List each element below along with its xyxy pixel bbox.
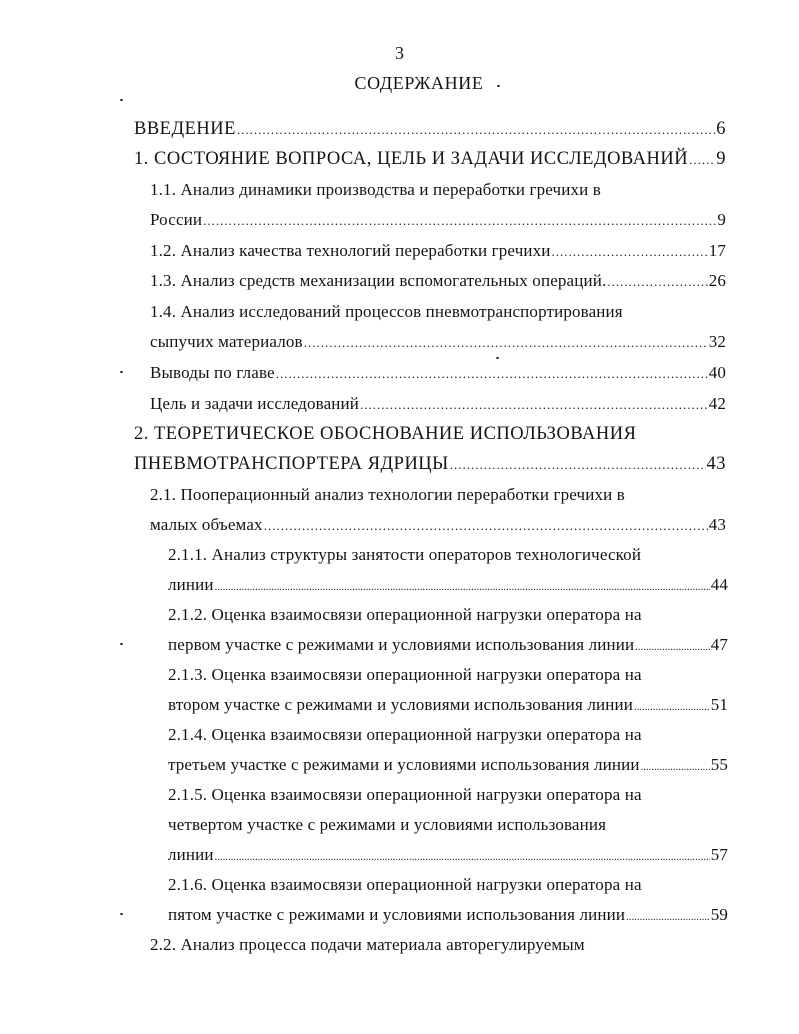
toc-page-number: 43 — [706, 454, 726, 474]
toc-page-number: 6 — [716, 119, 726, 139]
toc-entry-2-1-5-cont — [168, 813, 728, 837]
toc-page-number: 26 — [708, 271, 726, 290]
toc-entry-text: 2.2. Анализ процесса подачи материала авторегулируемым — [150, 935, 585, 954]
scan-speck — [120, 913, 123, 915]
toc-entry-text: 2.1.3. Оценка взаимосвязи операционной нагрузки оператора на — [168, 665, 642, 684]
scan-speck — [120, 371, 123, 373]
toc-entry-2-1-3-cont — [168, 693, 728, 717]
toc-entry-text: ПНЕВМОТРАНСПОРТЕРА ЯДРИЦЫ — [134, 454, 449, 474]
toc-entry-goals — [150, 392, 726, 416]
toc-page-number: 40 — [708, 363, 726, 382]
scan-speck — [497, 85, 500, 87]
toc-dot-leader — [552, 240, 708, 264]
toc-entry-1-4-cont — [150, 330, 726, 354]
toc-entry-2-2 — [150, 933, 726, 957]
toc-page-number: 44 — [710, 575, 728, 594]
toc-entry-2-1-6-cont — [168, 903, 728, 927]
toc-entry-1-1-cont — [150, 208, 726, 232]
page-number: 3 — [395, 43, 404, 63]
toc-entry-2-1-1-cont — [168, 573, 728, 597]
toc-entry-chapter-2 — [134, 422, 726, 446]
toc-entry-text: Выводы по главе — [150, 363, 275, 382]
toc-page-number: 9 — [716, 149, 726, 169]
toc-page-number: 9 — [717, 210, 726, 229]
toc-entry-conclusions — [150, 361, 726, 385]
toc-entry-1-1 — [150, 178, 726, 202]
toc-entry-text: 2.1. Пооперационный анализ технологии переработки гречихи в — [150, 485, 625, 504]
toc-entry-2-1-cont — [150, 513, 726, 537]
toc-entry-2-1-2-cont — [168, 633, 728, 657]
toc-dot-leader — [237, 118, 715, 142]
toc-dot-leader — [203, 209, 716, 233]
toc-entry-text: России — [150, 210, 203, 229]
toc-entry-text: 2.1.5. Оценка взаимосвязи операционной нагрузки оператора на — [168, 785, 642, 804]
toc-entry-text: втором участке с режимами и условиями использования линии — [168, 695, 634, 714]
toc-entry-text: 2.1.4. Оценка взаимосвязи операционной нагрузки оператора на — [168, 725, 642, 744]
toc-entry-text: малых объемах — [150, 515, 263, 534]
toc-page-number: 59 — [710, 905, 728, 924]
toc-entry-2-1-2 — [168, 603, 728, 627]
toc-entry-chapter-1 — [134, 147, 726, 171]
toc-entry-1-4 — [150, 300, 726, 324]
toc-page-number: 51 — [710, 695, 728, 714]
toc-entry-2-1-3 — [168, 663, 728, 687]
toc-entry-text: 1. СОСТОЯНИЕ ВОПРОСА, ЦЕЛЬ И ЗАДАЧИ ИССЛЕДОВАНИЙ — [134, 149, 689, 169]
toc-dot-leader — [450, 453, 706, 477]
toc-entry-chapter-2-cont — [134, 452, 726, 476]
scan-speck — [496, 357, 499, 359]
toc-dot-leader — [276, 362, 708, 386]
toc-dot-leader — [607, 270, 707, 294]
toc-entry-text: пятом участке с режимами и условиями использования линии — [168, 905, 626, 924]
toc-entry-text: 2. ТЕОРЕТИЧЕСКОЕ ОБОСНОВАНИЕ ИСПОЛЬЗОВАНИЯ — [134, 424, 637, 444]
toc-entry-text: четвертом участке с режимами и условиями использования — [168, 815, 607, 834]
toc-entry-1-3 — [150, 269, 726, 293]
toc-entry-1-2 — [150, 239, 726, 263]
toc-dot-leader — [215, 846, 710, 870]
toc-entry-2-1-1 — [168, 543, 728, 567]
toc-entry-2-1-5 — [168, 783, 728, 807]
toc-dot-leader — [634, 696, 710, 720]
toc-entry-text: 2.1.2. Оценка взаимосвязи операционной нагрузки оператора на — [168, 605, 642, 624]
toc-entry-text: сыпучих материалов — [150, 332, 303, 351]
toc-page-number: 55 — [710, 755, 728, 774]
toc-page-number: 57 — [710, 845, 728, 864]
page-title: СОДЕРЖАНИЕ — [354, 73, 484, 93]
toc-page-number: 17 — [708, 241, 726, 260]
toc-page-number: 32 — [708, 332, 726, 351]
toc-dot-leader — [215, 576, 710, 600]
toc-entry-2-1-6 — [168, 873, 728, 897]
toc-dot-leader — [641, 756, 710, 780]
toc-entry-text: 2.1.6. Оценка взаимосвязи операционной нагрузки оператора на — [168, 875, 642, 894]
toc-entry-2-1-4 — [168, 723, 728, 747]
toc-dot-leader — [689, 148, 715, 172]
toc-entry-2-1-5-cont2 — [168, 843, 728, 867]
toc-entry-2-1 — [150, 483, 726, 507]
toc-entry-text: 2.1.1. Анализ структуры занятости операторов технологической — [168, 545, 642, 564]
toc-page-number: 43 — [708, 515, 726, 534]
toc-entry-text: Цель и задачи исследований — [150, 394, 360, 413]
toc-page-number: 47 — [710, 635, 728, 654]
toc-dot-leader — [360, 393, 708, 417]
toc-entry-text: 1.4. Анализ исследований процессов пневмотранспортирования — [150, 302, 623, 321]
toc-entry-text: первом участке с режимами и условиями использования линии — [168, 635, 635, 654]
toc-dot-leader — [635, 636, 709, 660]
toc-entry-2-1-4-cont — [168, 753, 728, 777]
toc-dot-leader — [626, 906, 710, 930]
toc-entry-text: линии — [168, 575, 214, 594]
toc-dot-leader — [304, 331, 708, 355]
toc-entry-text: третьем участке с режимами и условиями использования линии — [168, 755, 640, 774]
toc-entry-introduction — [134, 117, 726, 141]
toc-entry-text: 1.3. Анализ средств механизации вспомогательных операций. — [150, 271, 607, 290]
toc-entry-text: линии — [168, 845, 214, 864]
toc-entry-text: ВВЕДЕНИЕ — [134, 119, 236, 139]
scan-speck — [120, 643, 123, 645]
toc-entry-text: 1.2. Анализ качества технологий переработки гречихи — [150, 241, 551, 260]
toc-entry-text: 1.1. Анализ динамики производства и переработки гречихи в — [150, 180, 601, 199]
toc-dot-leader — [264, 514, 708, 538]
toc-page-number: 42 — [708, 394, 726, 413]
scan-speck — [120, 99, 123, 101]
